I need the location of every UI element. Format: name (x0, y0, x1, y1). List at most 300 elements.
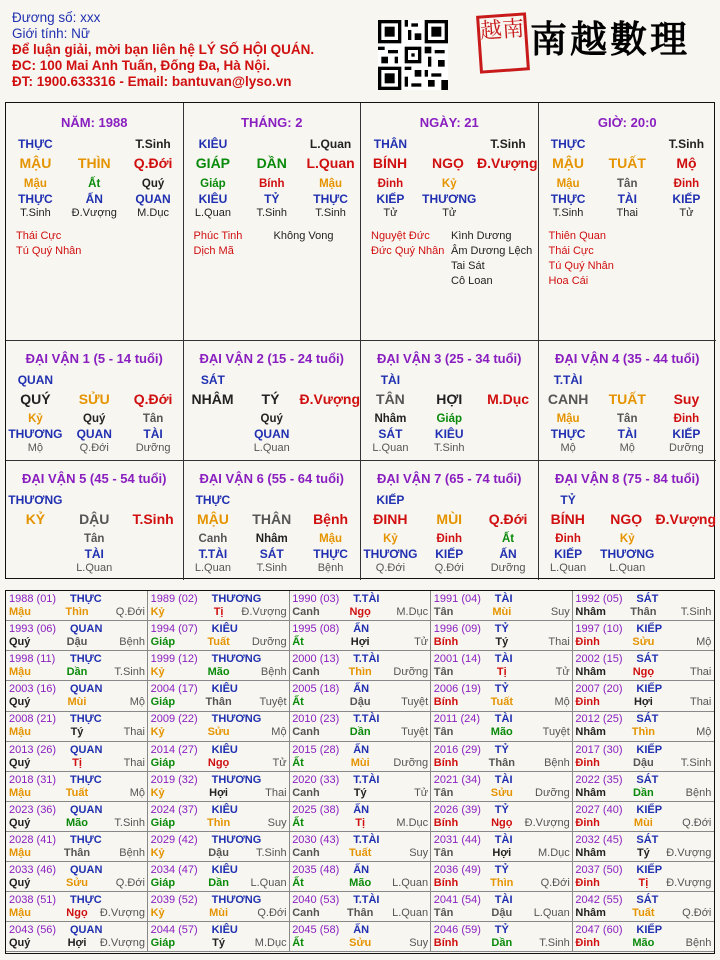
year-stem: Nhâm (575, 846, 606, 859)
pillar-cell: THƯƠNG (600, 546, 655, 561)
year-stem: Canh (292, 606, 320, 618)
pillar-row (184, 178, 361, 190)
pillar-cell: TÝ (261, 391, 280, 407)
year-cell (6, 621, 148, 651)
pillar-cell: Quý (260, 413, 283, 425)
year-god: TỶ (494, 743, 509, 756)
pillar-cell (479, 413, 538, 425)
pillar-row (6, 178, 183, 190)
year-stem: Bính (433, 636, 459, 649)
pillar-cell: TUẤT (608, 391, 646, 407)
pillar-row (6, 427, 183, 441)
pillar-title: NGÀY: 21 (419, 115, 479, 130)
pillar-cell: HỢI (436, 391, 463, 407)
year-phase: Bệnh (685, 937, 712, 950)
pillar-cell (242, 137, 301, 151)
year-phase: Dưỡng (251, 636, 287, 649)
year-cell (148, 922, 290, 952)
pillar-cell: SÁT (378, 427, 403, 441)
year-god: THƯƠNG (211, 773, 262, 786)
year-branch: Tý (495, 636, 509, 649)
phone-email-line: ĐT: 1900.633316 - Email: bantuvan@lyso.vn (12, 74, 292, 89)
year-cell (572, 711, 714, 741)
year-row (151, 726, 287, 738)
pillar-row (539, 442, 717, 454)
year-label: 2031 (44) (433, 833, 481, 846)
year-row (151, 606, 287, 618)
year-cell (6, 892, 148, 922)
pillar-title: THÁNG: 2 (241, 115, 303, 130)
pillar-cell (479, 442, 538, 454)
year-god: KIÊU (211, 803, 238, 816)
year-label: 2029 (42) (150, 833, 198, 846)
year-cell (431, 922, 573, 952)
year-row (434, 787, 570, 799)
year-branch: Thìn (206, 816, 231, 829)
pillar-title: NĂM: 1988 (61, 115, 128, 130)
year-stem: Mậu (9, 907, 31, 919)
year-row (9, 907, 145, 919)
year-row (434, 817, 570, 829)
year-cell (6, 862, 148, 892)
year-label: 2040 (53) (292, 894, 340, 906)
year-stem: Kỷ (150, 786, 165, 799)
year-god: TÀI (494, 833, 513, 846)
year-phase: Mộ (554, 696, 570, 709)
year-branch: Sửu (632, 636, 655, 649)
seal-text: 越南 (479, 16, 525, 45)
pillar-cell: Tân (142, 413, 164, 425)
year-god: THỰC (70, 773, 102, 786)
year-phase: Mộ (271, 726, 287, 739)
pillar-cell: T.Sinh (433, 442, 465, 454)
year-phase: Tử (414, 786, 429, 799)
pillar-cell: THƯƠNG (363, 546, 418, 561)
year-stem: Mậu (9, 846, 31, 859)
pillar-cell: Mộ (676, 155, 697, 171)
year-cell (6, 681, 148, 711)
pillar-cell: THỰC (550, 427, 586, 441)
year-row (151, 847, 287, 859)
year-label: 2035 (48) (292, 863, 340, 876)
pillar-cell (657, 533, 716, 545)
pillar-cell: Giáp (200, 178, 226, 190)
pillar-cell: KIẾP (672, 192, 701, 206)
year-phase: M.Dục (254, 937, 287, 950)
year-cell (148, 832, 290, 862)
pillar-cell: Q.Đới (375, 561, 406, 574)
pillar-cell: T.Sinh (20, 207, 51, 219)
year-cell (289, 832, 431, 862)
dai-van-title: ĐẠI VẬN 3 (25 - 34 tuổi) (377, 351, 522, 366)
pillar-row (6, 137, 183, 151)
pillar-row (6, 562, 183, 574)
dai-van-god: SÁT (200, 373, 225, 387)
pillar-cell: Q.Đới (434, 561, 464, 574)
year-phase: Mộ (129, 696, 145, 709)
year-god: SÁT (636, 713, 659, 726)
year-row (151, 817, 287, 829)
pillar-row (361, 511, 538, 527)
year-row (434, 937, 570, 949)
year-god: TÀI (494, 593, 513, 605)
pillar-cell: GIÁP (195, 155, 231, 171)
year-phase: Đ.Vượng (524, 816, 570, 829)
year-cell (572, 802, 714, 832)
qr-code-icon (378, 20, 448, 90)
year-row (151, 937, 287, 949)
pillar-title: GIỜ: 20:0 (597, 115, 657, 130)
pillar-row (6, 192, 183, 206)
pillar-cell (479, 192, 538, 206)
year-phase: T.Sinh (680, 606, 712, 618)
pillar-cell: THÂN (373, 137, 408, 151)
year-row (9, 636, 145, 648)
year-row (151, 757, 287, 769)
year-stem: Mậu (9, 666, 31, 679)
pillar-row (361, 427, 538, 441)
pillar-cell: Đ.Vượng (71, 207, 117, 219)
dai-van-2 (184, 341, 362, 461)
year-phase: Mộ (696, 636, 712, 649)
pillar-cell: Đ.Vượng (476, 155, 538, 171)
year-phase: L.Quan (533, 907, 570, 919)
year-phase: Đ.Vượng (666, 876, 712, 889)
dai-van-god: QUAN (17, 373, 54, 387)
pillar-cell: Mậu (556, 178, 580, 190)
pillar-row (6, 442, 183, 454)
year-row (292, 877, 428, 889)
pillar-cell: Kỷ (28, 413, 43, 425)
pillar-row (539, 562, 717, 574)
year-stem: Ất (292, 816, 304, 829)
year-branch: Dần (632, 786, 654, 799)
pillar-row (184, 562, 361, 574)
year-label: 2025 (38) (292, 803, 340, 816)
year-row (575, 787, 711, 799)
pillar-row (539, 155, 717, 171)
pillar-cell: TÀI (617, 192, 637, 206)
year-cell (289, 681, 431, 711)
year-branch: Tuất (65, 786, 89, 799)
year-stem: Bính (433, 696, 459, 709)
pillar-row (361, 533, 538, 545)
pillar-cell (184, 427, 243, 441)
pillar-cell: Nhâm (374, 413, 407, 425)
year-branch: Mão (207, 666, 230, 679)
dai-van-8 (539, 461, 717, 581)
pillar-cell: THỰC (18, 192, 53, 206)
year-cell (148, 621, 290, 651)
pillar-cell (124, 547, 183, 561)
year-label: 2021 (34) (433, 773, 481, 786)
year-god: TỶ (494, 863, 509, 876)
year-cell (148, 802, 290, 832)
pillar-row (361, 192, 538, 206)
year-phase: T.Sinh (256, 846, 287, 859)
year-label: 1998 (11) (9, 653, 56, 666)
dai-van-god: TỶ (560, 492, 576, 507)
year-branch: Mão (65, 816, 88, 829)
year-god: TÀI (494, 713, 513, 726)
year-row (9, 696, 145, 708)
year-god: THƯƠNG (211, 653, 262, 666)
year-god: TÀI (494, 653, 513, 666)
year-stem: Giáp (150, 816, 176, 829)
year-row (151, 907, 287, 919)
year-stem: Đinh (575, 937, 600, 950)
year-god: QUAN (70, 863, 103, 876)
year-row (9, 757, 145, 769)
year-branch: Sửu (207, 726, 230, 739)
pillar-cell (6, 533, 65, 545)
pillar-cell: Tử (442, 207, 457, 219)
pillar-cell: Bính (258, 178, 285, 190)
year-phase: M.Dục (538, 846, 570, 859)
pillar-row (184, 207, 361, 219)
pillar-cell (65, 137, 124, 151)
year-branch: Sửu (490, 786, 513, 799)
year-branch: Thìn (490, 876, 514, 889)
year-stem: Đinh (575, 696, 600, 709)
year-label: 2004 (17) (150, 683, 198, 696)
year-cell (289, 922, 431, 952)
year-cell (572, 681, 714, 711)
year-phase: Bệnh (685, 786, 712, 799)
year-cell (148, 591, 290, 621)
year-stem: Canh (292, 726, 320, 739)
dai-van-title: ĐẠI VẬN 8 (75 - 84 tuổi) (555, 470, 700, 486)
year-row (434, 726, 570, 738)
year-cell (572, 621, 714, 651)
pillar-row (361, 562, 538, 574)
pillar-cell (184, 442, 243, 454)
dai-van-title: ĐẠI VẬN 4 (35 - 44 tuổi) (555, 351, 700, 366)
pillar-cell: Đinh (673, 413, 700, 425)
year-label: 2039 (52) (150, 894, 198, 906)
gender-line: Giới tính: Nữ (12, 26, 90, 41)
year-stem: Quý (9, 876, 31, 889)
pillar-cell: Đ.Vượng (655, 510, 717, 527)
year-cell (148, 681, 290, 711)
year-branch: Hợi (67, 937, 87, 950)
year-cell (572, 742, 714, 772)
pillar-cell: Mậu (319, 532, 343, 545)
pillar-cell: Mộ (560, 442, 576, 454)
year-god: KIẾP (636, 863, 663, 876)
pillar-row (539, 533, 717, 545)
year-cell (572, 591, 714, 621)
pillar-cell: THỰC (550, 137, 586, 151)
year-branch: Mùi (67, 696, 87, 709)
year-stem: Tân (433, 846, 454, 859)
year-cell (289, 802, 431, 832)
year-label: 2043 (56) (9, 924, 57, 937)
year-stem: Quý (9, 937, 31, 950)
star-name: Tú Quý Nhân (16, 245, 82, 257)
pillar-cell: ẤN (499, 546, 517, 561)
year-branch: Ngọ (349, 606, 371, 618)
dai-van-3 (361, 341, 539, 461)
pillar-cell: Q.Đới (79, 442, 109, 454)
year-cell (6, 802, 148, 832)
year-god: ẤN (353, 743, 370, 756)
pillar-cell: KIÊU (198, 137, 228, 151)
pillar-cell: KIẾP (672, 427, 701, 441)
year-stem: Kỷ (150, 666, 165, 679)
year-god: THỰC (70, 593, 102, 605)
dai-van-1 (6, 341, 184, 461)
year-branch: Tuất (490, 696, 513, 709)
pillar-row (184, 547, 361, 561)
pillar-cell: L.Quan (194, 207, 231, 219)
pillar-cell: KIẾP (376, 192, 405, 206)
year-stem: Quý (9, 756, 31, 769)
pillar-2 (184, 103, 362, 341)
pillar-cell: Tử (383, 207, 398, 219)
year-row (292, 937, 428, 949)
year-god: SÁT (636, 773, 659, 786)
year-row (151, 666, 287, 678)
year-cell (431, 621, 573, 651)
pillar-cell: Ất (88, 178, 101, 190)
year-label: 2047 (60) (575, 924, 623, 937)
year-god: QUAN (70, 623, 103, 636)
year-label: 2033 (46) (9, 863, 57, 876)
year-row (151, 636, 287, 648)
year-branch: Dần (491, 937, 513, 950)
star-name: Thái Cực (16, 230, 62, 242)
year-branch: Tý (636, 846, 650, 859)
year-phase: Đ.Vượng (99, 937, 145, 950)
header-info (12, 10, 314, 90)
year-cell (289, 772, 431, 802)
pillar-cell (657, 562, 716, 574)
year-cell (6, 772, 148, 802)
year-cell (572, 892, 714, 922)
year-cell (289, 862, 431, 892)
year-cell (148, 711, 290, 741)
year-cell (148, 651, 290, 681)
pillar-row (6, 413, 183, 425)
pillar-cell: L.Quan (306, 155, 355, 171)
year-cell (6, 651, 148, 681)
pillar-cell: THỰC (550, 192, 586, 206)
year-branch: Tý (353, 786, 367, 799)
dai-van-4 (539, 341, 717, 461)
year-label: 1991 (04) (433, 593, 481, 605)
pillar-row (539, 192, 717, 206)
year-row (292, 787, 428, 799)
year-phase: Thai (123, 756, 145, 769)
year-cell (572, 772, 714, 802)
year-god: ẤN (353, 863, 370, 876)
pillar-row (361, 442, 538, 454)
year-god: QUAN (70, 924, 103, 937)
year-branch: Tý (70, 726, 84, 739)
year-phase: Đ.Vượng (99, 907, 145, 919)
pillar-row (184, 137, 361, 151)
dai-van-title: ĐẠI VẬN 2 (15 - 24 tuổi) (199, 351, 344, 366)
year-stem: Tân (433, 907, 454, 919)
year-row (292, 606, 428, 618)
year-branch: Mùi (209, 907, 229, 919)
year-row (292, 696, 428, 708)
year-branch: Tị (355, 816, 366, 829)
year-row (434, 636, 570, 648)
year-stem: Giáp (150, 636, 176, 649)
pillar-3 (361, 103, 539, 341)
pillar-cell: THỰC (313, 192, 348, 206)
year-god: THỰC (70, 713, 102, 726)
year-god: T.TÀI (353, 833, 380, 846)
year-label: 2015 (28) (292, 743, 340, 756)
year-stem: Canh (292, 907, 320, 919)
year-row (292, 666, 428, 678)
year-stem: Canh (292, 846, 320, 859)
year-stem: Nhâm (575, 666, 606, 679)
year-phase: L.Quan (392, 876, 429, 889)
year-row (151, 787, 287, 799)
year-row (575, 636, 711, 648)
yearly-table (5, 590, 715, 954)
year-phase: Thai (265, 786, 287, 799)
year-label: 2000 (13) (292, 653, 340, 666)
pillar-cell: Tân (617, 178, 638, 190)
year-phase: Bệnh (544, 756, 570, 769)
pillar-cell: BÍNH (550, 510, 585, 527)
year-cell (148, 742, 290, 772)
pillar-cell: Mộ (27, 442, 44, 454)
year-god: THỰC (70, 653, 102, 666)
year-cell (431, 862, 573, 892)
pillar-cell: Đinh (673, 178, 700, 190)
pillar-row (539, 413, 717, 425)
year-stem: Canh (292, 666, 320, 679)
year-stem: Giáp (150, 876, 176, 889)
year-row (292, 757, 428, 769)
star-name: Tú Quý Nhân (548, 260, 614, 272)
pillar-cell: ẤN (85, 192, 103, 206)
pillar-cell: Dưỡng (490, 561, 526, 574)
year-phase: Bệnh (260, 666, 287, 679)
year-stem: Ất (292, 756, 304, 769)
year-branch: Hợi (350, 636, 370, 649)
year-cell (572, 862, 714, 892)
pillar-cell (301, 442, 360, 454)
pillar-cell: KIÊU (198, 192, 228, 206)
pillar-row (184, 511, 361, 527)
pillar-row (184, 427, 361, 441)
year-row (292, 817, 428, 829)
year-row (575, 817, 711, 829)
year-god: TÀI (494, 773, 513, 786)
year-stem: Ất (292, 696, 304, 709)
pillar-row (184, 533, 361, 545)
year-label: 2027 (40) (575, 803, 623, 816)
year-phase: Đ.Vượng (241, 606, 287, 618)
year-god: TÀI (494, 894, 513, 906)
year-stem: Bính (433, 756, 459, 769)
year-label: 2016 (29) (433, 743, 481, 756)
year-label: 2009 (22) (150, 713, 198, 726)
pillar-row (184, 413, 361, 425)
year-label: 2042 (55) (575, 894, 623, 906)
pillar-row (539, 178, 717, 190)
year-label: 1995 (08) (292, 623, 340, 636)
year-label: 2018 (31) (9, 773, 57, 786)
star-name: Nguyệt Đức (371, 230, 430, 242)
